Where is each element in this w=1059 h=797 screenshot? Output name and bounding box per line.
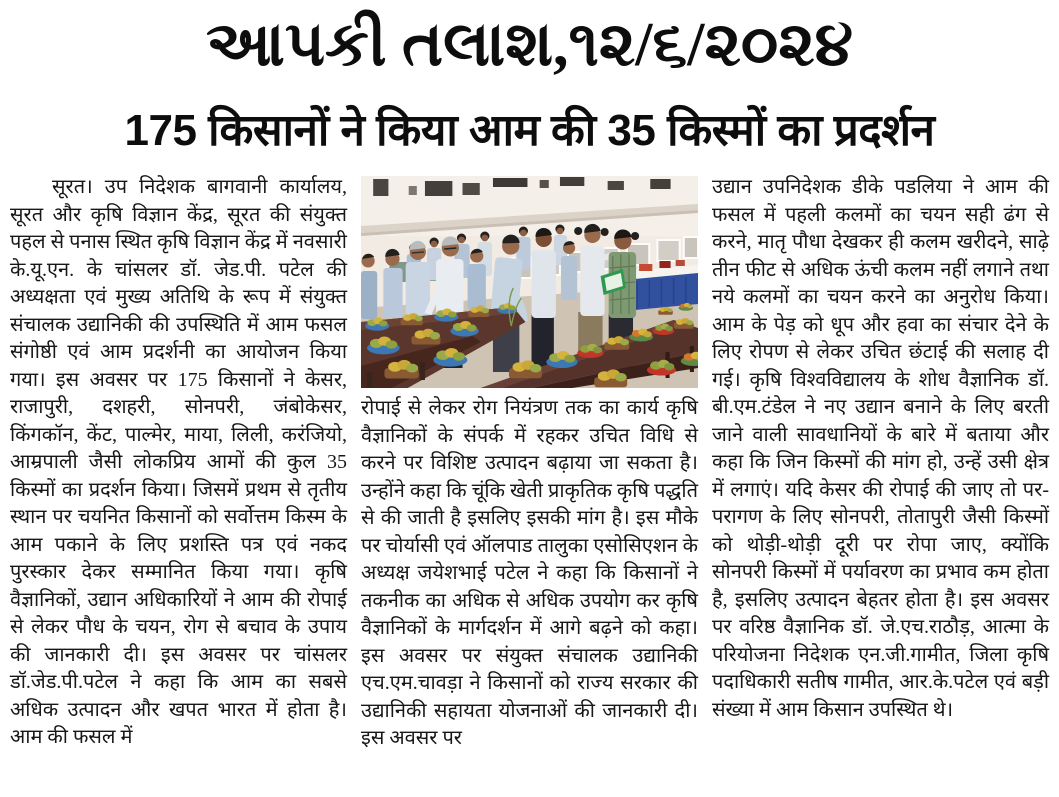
article-column-1: सूरत। उप निदेशक बागवानी कार्यालय, सूरत और कृषि विज्ञान केंद्र, सूरत की संयुक्त पहल से पनास स्थित कृषि विज्ञान केंद्र में नवसारी के.यू.एन. के चांसलर डॉ. जेड.पी. पटेल की अध्यक्षता एवं मुख्य अतिथि के रूप में संयुक्त संचालक उद्यानिकी की उपस्थिति में आम फसल संगोष्ठी एवं आम प्रदर्शनी का आयोजन किया गया। इस अवसर पर 175 किसानों ने केसर, राजापुरी, दशहरी, सोनपरी, जंबोकेसर, किंगकॉन, केंट, पाल्मेर, माया, लिली, करंजियो, आम्रपाली जैसी लोकप्रिय आमों की कुल 35 किस्मों का प्रदर्शन किया। जिसमें प्रथम से तृतीय स्थान पर चयनित किसानों को सर्वोत्तम किस्म के आम पकाने के लिए प्रशस्ति पत्र एवं नकद पुरस्कार देकर सम्मानित किया गया। कृषि वैज्ञानिकों, उद्यान अधिकारियों ने आम की रोपाई से लेकर पौध के चयन, रोग से बचाव के उपाय की जानकारी दी। इस अवसर पर चांसलर डॉ.जेड.पी.पटेल ने कहा कि आम का सबसे अधिक उत्पादन और खपत भारत में होता है। आम की फसल में xyxy=(10,176,347,749)
photo-man-behind-2 xyxy=(561,241,577,300)
article-column-3: उद्यान उपनिदेशक डीके पडलिया ने आम की फसल में पहली कलमों का चयन सही ढंग से करने, मातृ पौधा देखकर ही कलम खरीदने, साढ़े तीन फीट से अधिक ऊंची कलम नहीं लगाने तथा नये कलमों का चयन करने का अनुरोध किया। आम के पेड़ को धूप और हवा का संचार देने के लिए रोपण से लेकर उचित छंटाई की सलाह दी गई। कृषि विश्वविद्यालय के शोध वैज्ञानिक डॉ. बी.एम.टंडेल ने नए उद्यान बनाने के लिए बरती जाने वाली सावधानियों के बारे में बताया और कहा कि जिन किस्मों की मांग हो, उन्हें उसी क्षेत्र में लगाएं। यदि केसर की रोपाई की जाए तो पर-परागण के लिए सोनपरी, तोतापुरी जैसी किस्मों को थोड़ी-थोड़ी दूरी पर रोपा जाए, क्योंकि सोनपरी किस्मों में पर्यावरण का प्रभाव कम होता है, इसलिए उत्पादन बेहतर होता है। इस अवसर पर वरिष्ठ वैज्ञानिक डॉ. जे.एच.राठौड़, आत्मा के परियोजना निदेशक एन.जी.गामीत, जिला कृषि पदाधिकारी सतीष गामीत, आर.के.पटेल एवं बड़ी संख्या में आम किसान उपस्थित थे। xyxy=(712,176,1049,721)
article-body xyxy=(10,174,1049,753)
article-column-2 xyxy=(361,174,698,753)
article-column-2-text: रोपाई से लेकर रोग नियंत्रण तक का कार्य कृषि वैज्ञानिकों के संपर्क में रहकर उचित विधि से करने पर विशिष्ट उत्पादन बढ़ाया जा सकता है। उन्होंने कहा कि चूंकि खेती प्राकृतिक कृषि पद्धति से की जाती है इसलिए इसकी मांग है। इस मौके पर चोर्यासी एवं ऑलपाड तालुका एसोसिएशन के अध्यक्ष जयेशभाई पटेल ने कहा कि किसानों ने तकनीक का अधिक से अधिक उपयोग कर कृषि वैज्ञानिकों के मार्गदर्शन में आगे बढ़ने को कहा। इस अवसर पर संयुक्त संचालक उद्यानिकी एच.एम.चावड़ा ने किसानों को राज्य सरकार की उद्यानिकी सहायता योजनाओं की जानकारी दी। इस अवसर पर xyxy=(361,397,698,750)
mango-exhibition-photo xyxy=(361,176,698,388)
headline: 175 किसानों ने किया आम की 35 किस्मों का प्रदर्शन xyxy=(124,106,935,156)
article-photo xyxy=(361,176,698,388)
masthead-title: આપકી તલાશ,૧૨/૬/૨૦૨૪ xyxy=(205,11,854,79)
